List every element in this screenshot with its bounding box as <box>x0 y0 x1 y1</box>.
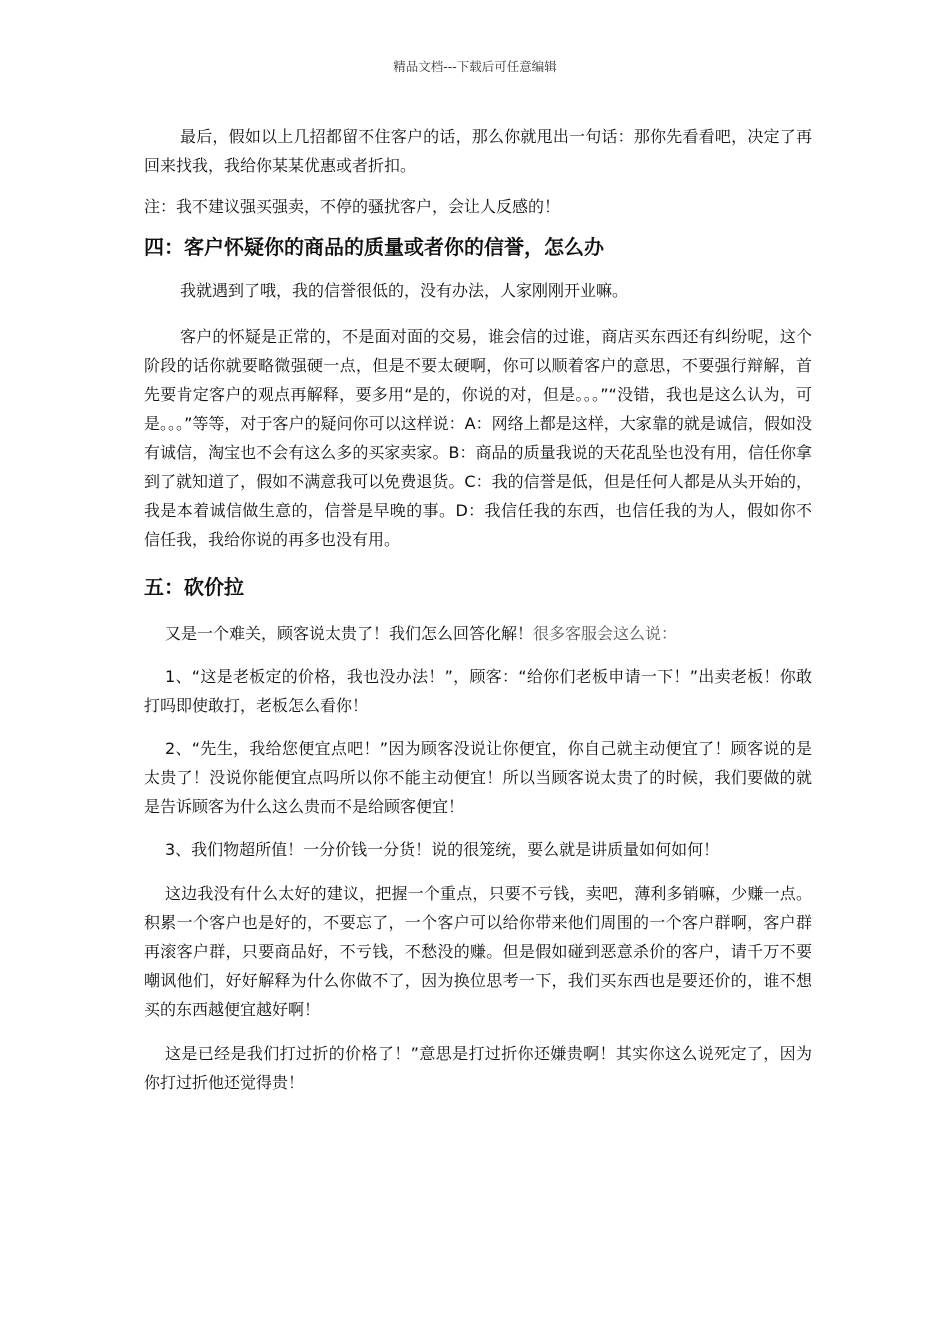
bargaining-intro-lead: 很多客服会这么说： <box>533 624 678 643</box>
paragraph-final-offer: 最后，假如以上几招都留不住客户的话，那么你就甩出一句话：那你先看看吧，决定了再回来找我，我给你某某优惠或者折扣。 <box>144 127 812 175</box>
paragraph-note: 注：我不建议强买强卖，不停的骚扰客户，会让人反感的！ <box>144 197 561 216</box>
paragraph-advice: 这边我没有什么太好的建议，把握一个重点，只要不亏钱，卖吧，薄利多销嘛，少赚一点。积累一个客户也是好的，不要忘了，一个客户可以给你带来他们周围的一个客户群啊，客户群再滚客户群，只要商品好，不亏钱，不愁没的赚。但是假如碰到恶意杀价的客户，请千万不要嘲讽他们，好好解释为什么你做不了，因为换位思考一下，我们买东西也是要还价的，谁不想买的东西越便宜越好啊！ <box>144 884 812 1019</box>
page-header: 精品文档---下载后可任意编辑 <box>393 59 557 74</box>
paragraph-discount-warning: 这是已经是我们打过折的价格了！”意思是打过折你还嫌贵啊！其实你这么说死定了，因为你打过折他还觉得贵！ <box>144 1044 812 1092</box>
heading-section-5: 五：砍价拉 <box>144 575 244 599</box>
paragraph-point-1: 1、“这是老板定的价格，我也没办法！”，顾客：“给你们老板申请一下！”出卖老板！你敢打吗即使敢打，老板怎么看你！ <box>144 667 812 715</box>
paragraph-customer-doubt: 客户的怀疑是正常的，不是面对面的交易，谁会信的过谁，商店买东西还有纠纷呢，这个阶段的话你就要略微强硬一点，但是不要太硬啊，你可以顺着客户的意思，不要强行辩解，首先要肯定客户的观点再解释，要多用“是的，你说的对，但是。。。”“没错，我也是这么认为，可是。。。”等等，对于客户的疑问你可以这样说：A：网络上都是这样，大家靠的就是诚信，假如没有诚信，淘宝也不会有这么多的买家卖家。B：商品的质量我说的天花乱坠也没有用，信任你拿到了就知道了，假如不满意我可以免费退货。C：我的信誉是低，但是任何人都是从头开始的，我是本着诚信做生意的，信誉是早晚的事。D：我信任我的东西，也信任我的为人，假如你不信任我，我给你说的再多也没有用。 <box>144 327 812 549</box>
paragraph-point-3: 3、我们物超所值！一分价钱一分货！说的很笼统，要么就是讲质量如何如何！ <box>165 840 720 859</box>
paragraph-point-2: 2、“先生，我给您便宜点吧！”因为顾客没说让你便宜，你自己就主动便宜了！顾客说的是太贵了！没说你能便宜点吗所以你不能主动便宜！所以当顾客说太贵了的时候，我们要做的就是告诉顾客为什么这么贵而不是给顾客便宜！ <box>144 739 812 816</box>
document-body <box>144 122 812 1097</box>
paragraph-low-reputation: 我就遇到了哦，我的信誉很低的，没有办法，人家刚刚开业嘛。 <box>180 281 629 300</box>
heading-section-4: 四：客户怀疑你的商品的质量或者你的信誉，怎么办 <box>144 235 604 259</box>
bargaining-intro-text: 又是一个难关，顾客说太贵了！我们怎么回答化解！ <box>165 624 534 643</box>
paragraph-bargaining-intro <box>144 619 812 648</box>
